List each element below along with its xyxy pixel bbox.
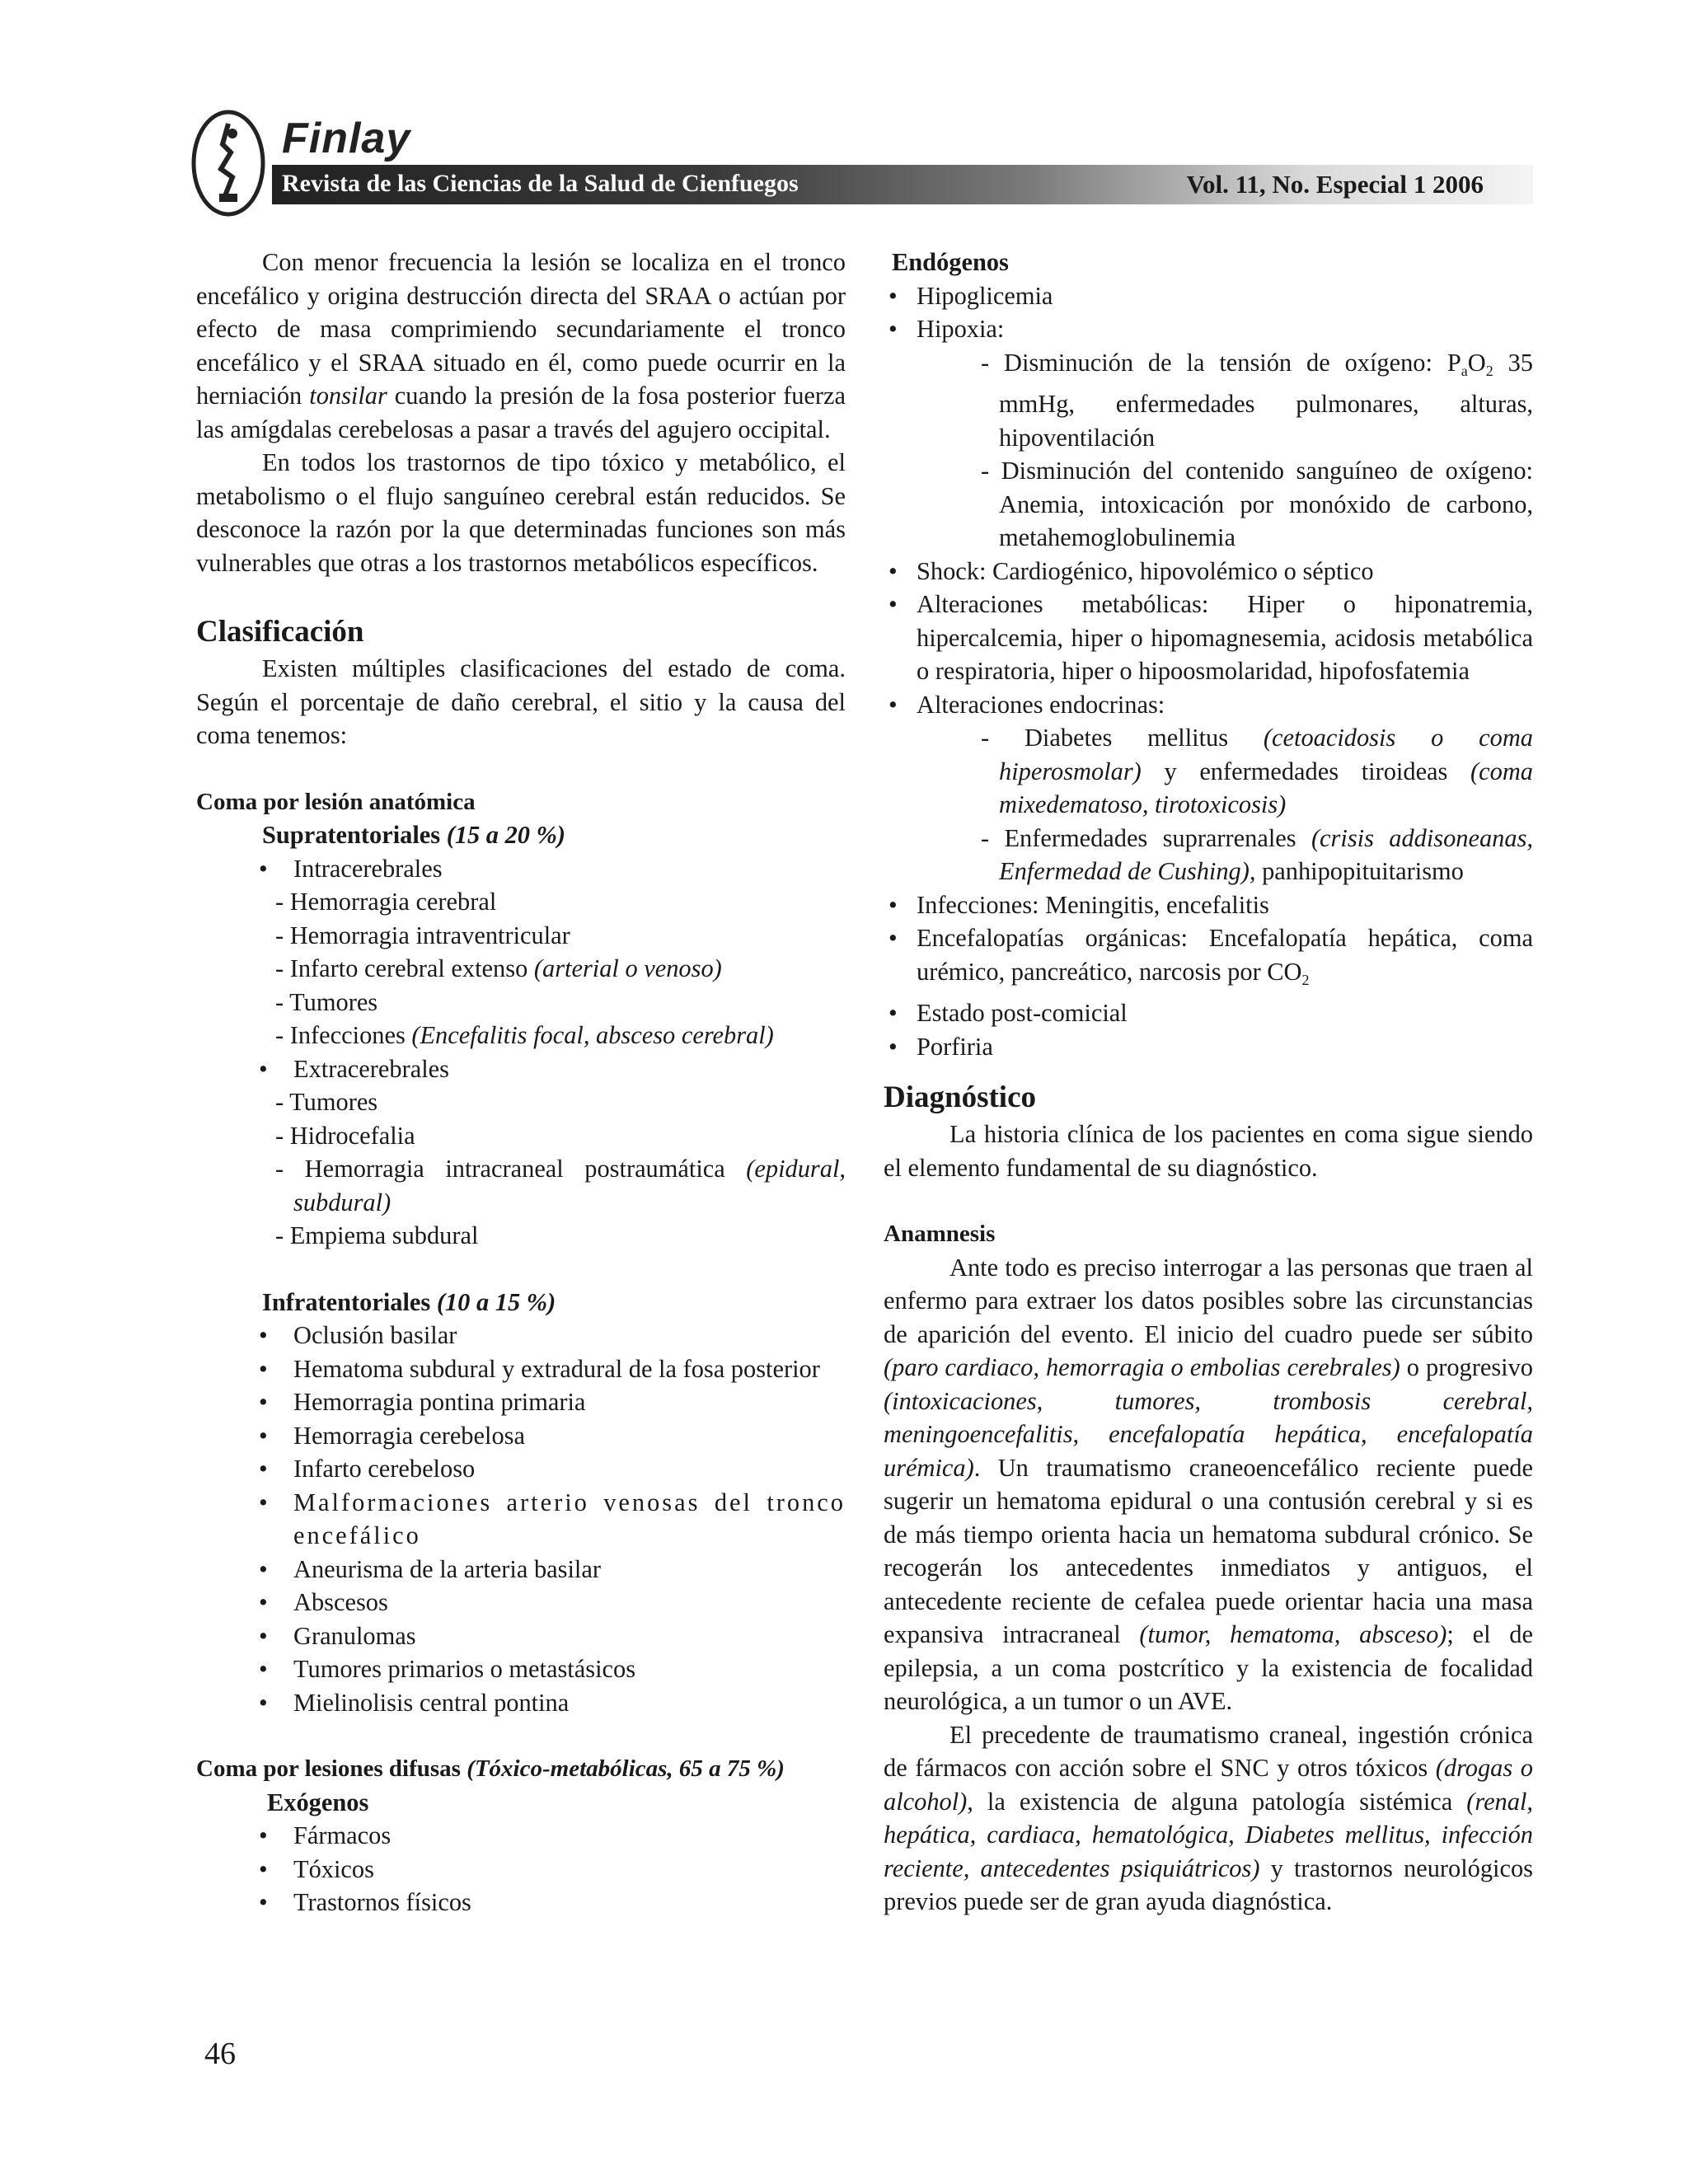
volume-info: Vol. 11, No. Especial 1 2006 bbox=[1186, 170, 1484, 199]
paragraph-clasificaciones: Existen múltiples clasificaciones del estado de coma. Según el porcentaje de daño cerebral, el sitio y la causa del coma tenemos: bbox=[196, 654, 846, 749]
list-item: • Alteraciones metabólicas: Hiper o hiponatremia, hipercalcemia, hiper o hipomagnesemia, acidosis metabólica o respiratoria, hiper o hipoosmolaridad, hipofosfatemia bbox=[884, 588, 1533, 688]
list-item: • Infarto cerebeloso bbox=[254, 1452, 846, 1486]
heading-clasificacion: Clasificación bbox=[196, 615, 364, 649]
list-item: - Hemorragia intraventricular bbox=[275, 921, 570, 949]
heading-diagnostico: Diagnóstico bbox=[884, 1080, 1036, 1114]
paragraph-metabolico: En todos los trastornos de tipo tóxico y metabólico, el metabolismo o el flujo sanguíneo cerebral están reducidos. Se desconoce la razón por la que determinadas funciones son más vulnerables que otras a los trastornos metabólicos específicos. bbox=[196, 448, 846, 577]
list-item: • Extracerebrales bbox=[254, 1052, 846, 1086]
infratentoriales-heading: Infratentoriales (10 a 15 %) bbox=[262, 1287, 556, 1316]
journal-title: Revista de las Ciencias de la Salud de Cienfuegos bbox=[282, 170, 799, 197]
paragraph-anamnesis: Ante todo es preciso interrogar a las personas que traen al enfermo para extraer los datos posibles sobre las circunstancias de aparición del evento. El inicio del cuadro puede ser súbito (paro cardiaco, hemorragia o embolias cerebrales) o progresivo (intoxicaciones, tumores, trombosis cerebral, meningoencefalitis, encefalopatía hepática, encefalopatía urémica). Un traumatismo craneoencefálico reciente puede sugerir un hematoma epidural o una contusión cerebral y si es de más tiempo orienta hacia un hematoma subdural crónico. Se recogerán los antecedentes inmediatos y antiguos, el antecedente reciente de cefalea puede orientar hacia una masa expansiva intracraneal (tumor, hematoma, absceso); el de epilepsia, a un coma postcrítico y la existencia de focalidad neurológica, a un tumor o un AVE. bbox=[884, 1253, 1533, 1715]
page-number: 46 bbox=[204, 2036, 236, 2071]
list-item: • Mielinolisis central pontina bbox=[254, 1686, 846, 1720]
list-item: • Estado post-comicial bbox=[884, 996, 1533, 1030]
heading-lesion-anatomica: Coma por lesión anatómica bbox=[196, 788, 476, 815]
list-item: • Hemorragia pontina primaria bbox=[254, 1385, 846, 1419]
list-item: • Encefalopatías orgánicas: Encefalopatía hepática, coma urémico, pancreático, narcosis por $CO_2$ bbox=[884, 921, 1533, 996]
header-band bbox=[272, 165, 1533, 204]
supratentoriales-heading: Supratentoriales (15 a 20 %) bbox=[262, 821, 566, 849]
list-item: • Alteraciones endocrinas: bbox=[884, 688, 1533, 722]
paragraph-precedente: El precedente de traumatismo craneal, ingestión crónica de fármacos con acción sobre el SNC y otros tóxicos (drogas o alcohol), la existencia de alguna patología sistémica (renal, hepática, cardiaca, hematológica, Diabetes mellitus, infección reciente, antecedentes psiquiátricos) y trastornos neurológicos previos puede ser de gran ayuda diagnóstica. bbox=[884, 1720, 1533, 1915]
list-item: - Hemorragia intracraneal postraumática (epidural, subdural) bbox=[275, 1155, 846, 1216]
list-item: - Disminución de la tensión de oxígeno: $P_aO_2$ 35 mmHg, enfermedades pulmonares, alturas, hipoventilación bbox=[981, 348, 1533, 452]
list-item: • Fármacos bbox=[254, 1819, 846, 1853]
journal-logo-icon bbox=[190, 107, 268, 218]
list-item: • Infecciones: Meningitis, encefalitis bbox=[884, 888, 1533, 922]
exogenos-heading: Exógenos bbox=[267, 1788, 369, 1816]
paragraph-diagnostico: La historia clínica de los pacientes en coma sigue siendo el elemento fundamental de su diagnóstico. bbox=[884, 1120, 1533, 1182]
list-item: - Disminución del contenido sanguíneo de oxígeno: Anemia, intoxicación por monóxido de carbono, metahemoglobulinemia bbox=[981, 457, 1533, 551]
list-item: • Hipoxia: bbox=[884, 312, 1533, 346]
list-item: • Trastornos físicos bbox=[254, 1886, 846, 1919]
list-item: • Hemorragia cerebelosa bbox=[254, 1419, 846, 1453]
list-item: • Tumores primarios o metastásicos bbox=[254, 1652, 846, 1686]
list-item: - Diabetes mellitus (cetoacidosis o coma hiperosmolar) y enfermedades tiroideas (coma mixedematoso, tirotoxicosis) bbox=[981, 724, 1533, 818]
list-item: • Intracerebrales bbox=[254, 852, 846, 886]
list-item: - Infecciones (Encefalitis focal, absceso cerebral) bbox=[275, 1021, 774, 1049]
list-item: - Tumores bbox=[275, 1088, 378, 1116]
left-column bbox=[196, 246, 846, 1919]
heading-anamnesis: Anamnesis bbox=[884, 1221, 996, 1247]
journal-brand: Finlay bbox=[282, 115, 411, 162]
journal-header bbox=[190, 99, 1533, 223]
list-item: - Hemorragia cerebral bbox=[275, 888, 497, 916]
list-item: • Malformaciones arterio venosas del tronco encefálico bbox=[254, 1486, 846, 1553]
list-item: • Hematoma subdural y extradural de la fosa posterior bbox=[254, 1352, 846, 1386]
list-item: - Enfermedades suprarrenales (crisis addisoneanas, Enfermedad de Cushing), panhipopituitarismo bbox=[981, 823, 1533, 885]
endogenos-heading: Endógenos bbox=[892, 248, 1009, 276]
list-item: • Shock: Cardiogénico, hipovolémico o séptico bbox=[884, 555, 1533, 588]
list-item: • Abscesos bbox=[254, 1586, 846, 1619]
list-item: • Oclusión basilar bbox=[254, 1319, 846, 1352]
list-item: - Infarto cerebral extenso (arterial o venoso) bbox=[275, 954, 722, 982]
list-item: • Porfiria bbox=[884, 1030, 1533, 1064]
paragraph-tronco: Con menor frecuencia la lesión se localiza en el tronco encefálico y origina destrucción directa del SRAA o actúan por efecto de masa comprimiendo secundariamente el tronco encefálico y el SRAA situado en él, como puede ocurrir en la herniación tonsilar cuando la presión de la fosa posterior fuerza las amígdalas cerebelosas a pasar a través del agujero occipital. bbox=[196, 248, 846, 443]
right-column bbox=[884, 246, 1533, 1919]
list-item: • Hipoglicemia bbox=[884, 279, 1533, 313]
list-item: - Empiema subdural bbox=[275, 1221, 479, 1249]
list-item: • Aneurisma de la arteria basilar bbox=[254, 1553, 846, 1586]
list-item: • Tóxicos bbox=[254, 1853, 846, 1886]
list-item: • Granulomas bbox=[254, 1619, 846, 1653]
list-item: - Hidrocefalia bbox=[275, 1121, 415, 1150]
list-item: - Tumores bbox=[275, 987, 378, 1016]
heading-lesiones-difusas: Coma por lesiones difusas (Tóxico-metabólicas, 65 a 75 %) bbox=[196, 1755, 785, 1782]
